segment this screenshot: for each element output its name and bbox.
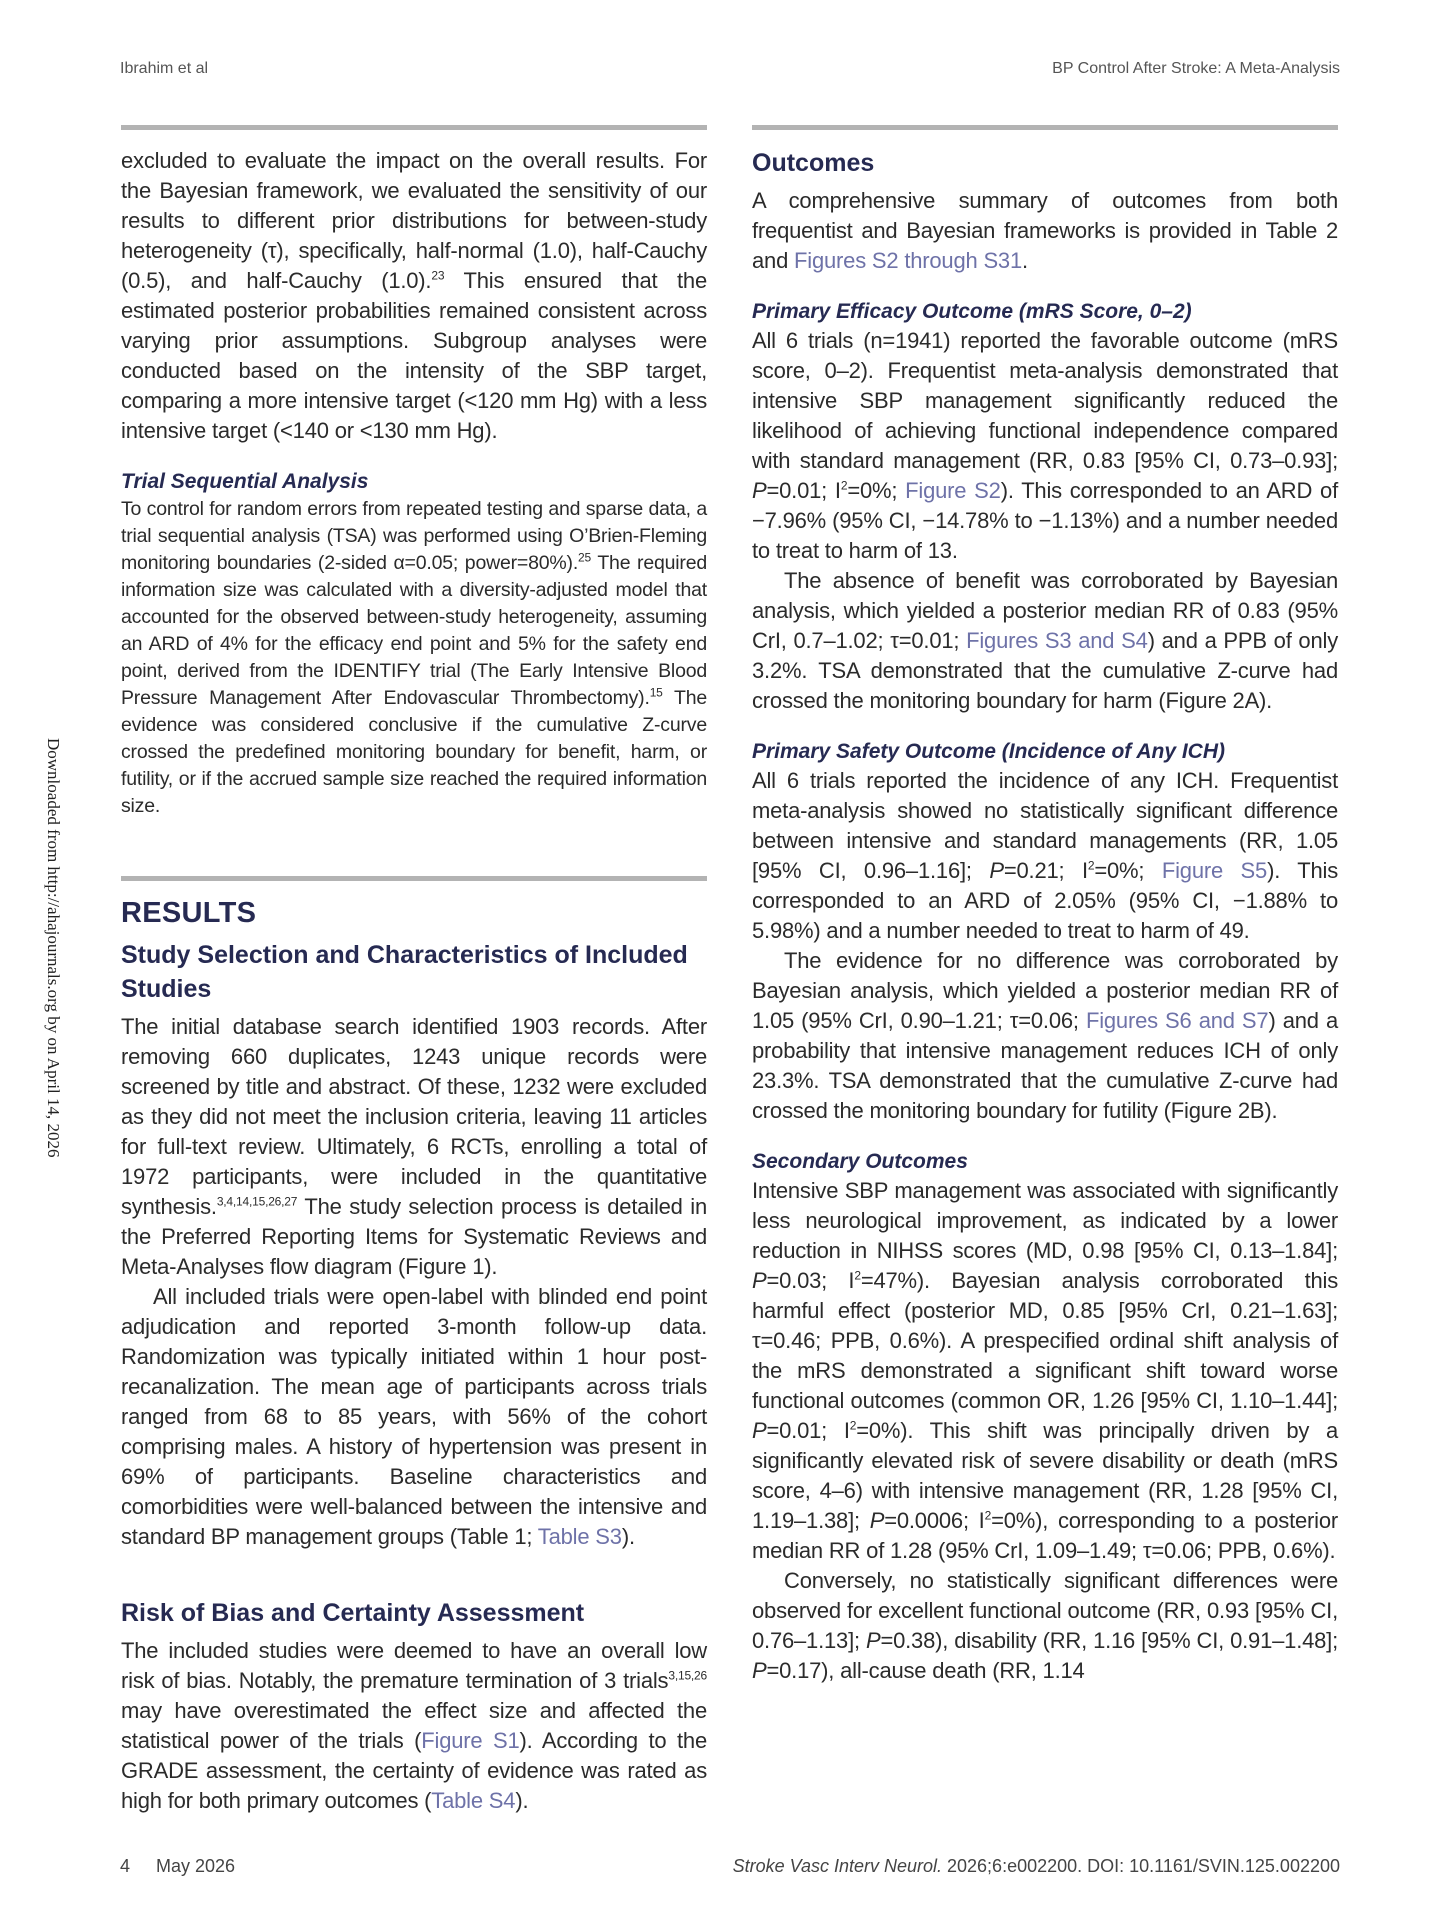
superscript: 2 xyxy=(984,1508,992,1523)
doi-citation: 2026;6:e002200. DOI: 10.1161/SVIN.125.002200 xyxy=(942,1856,1340,1876)
text: =0.17), all-cause death (RR, 1.14 xyxy=(766,1658,1085,1683)
paragraph-secondary-1 xyxy=(752,1176,1338,1566)
paragraph-outcomes xyxy=(752,186,1338,276)
text: =0.21; I xyxy=(1003,858,1088,883)
paragraph-safety-1 xyxy=(752,766,1338,946)
text: All included trials were open-label with blinded end point adjudication and reported 3-month follow-up data. Randomization was typically initiated within 1 hour post-recanalization. The mean age of participants across trials ranged from 68 to 85 years, with 56% of the cohort comprising males. A history of hypertension was present in 69% of participants. Baseline characteristics and comorbidities were well-balanced between the intensive and standard BP management groups (Table 1; xyxy=(121,1284,707,1549)
text: The included studies were deemed to have an overall low risk of bias. Notably, the premature termination of 3 trials xyxy=(121,1638,707,1693)
p-value-symbol: P xyxy=(869,1508,885,1533)
text: =0.0006; I xyxy=(884,1508,985,1533)
page-footer xyxy=(120,1856,1340,1880)
text: =0%; xyxy=(1094,858,1162,883)
link-figure-s5[interactable]: Figure S5 xyxy=(1161,858,1268,883)
text: This ensured that the estimated posterior probabilities remained consistent across varying prior assumptions. Subgroup analyses were conducted based on the intensity of the SBP target, comparing a more intensive target (<120 mm Hg) with a less intensive target (<140 or <130 mm Hg). xyxy=(121,268,707,443)
text: The absence of benefit was corroborated by Bayesian analysis, which yielded a posterior median RR of 0.83 (95% CrI, 0.7–1.02; τ=0.01; xyxy=(752,568,1338,653)
text: =0.01; I xyxy=(766,478,841,503)
heading-outcomes: Outcomes xyxy=(752,149,875,177)
text: =0.01; I xyxy=(766,1418,850,1443)
citation-ref[interactable]: 25 xyxy=(578,550,591,565)
superscript: 2 xyxy=(1087,858,1095,873)
text: =0.38), disability (RR, 1.16 [95% CI, 0.91–1.48]; xyxy=(880,1628,1339,1653)
download-watermark xyxy=(40,738,66,1238)
text: may have overestimated the effect size and affected the statistical power of the trials ( xyxy=(121,1698,707,1753)
text: To control for random errors from repeated testing and sparse data, a trial sequential analysis (TSA) was performed using O’Brien-Fleming monitoring boundaries (2-sided α=0.05; power=80%). xyxy=(121,498,707,574)
heading-risk-of-bias: Risk of Bias and Certainty Assessment xyxy=(121,1599,585,1627)
text: ). This corresponded to an ARD of 2.05% (95% CI, −1.88% to 5.98%) and a number needed to treat to harm of 49. xyxy=(752,858,1338,943)
paragraph-safety-2 xyxy=(752,946,1338,1126)
text: All 6 trials (n=1941) reported the favorable outcome (mRS score, 0–2). Frequentist meta-analysis demonstrated that intensive SBP management significantly reduced the likelihood of achieving functional independence compared with standard management (RR, 0.83 [95% CI, 0.73–0.93]; xyxy=(752,328,1338,473)
superscript: 2 xyxy=(840,478,848,493)
link-figures-s3-s4[interactable]: Figures S3 and S4 xyxy=(966,628,1148,653)
heading-results: RESULTS xyxy=(121,897,257,929)
p-value-symbol: P xyxy=(752,1418,767,1443)
text: ) and a probability that intensive management reduces ICH of only 23.3%. TSA demonstrated that the cumulative Z-curve had crossed the monitoring boundary for futility (Figure 2B). xyxy=(752,1008,1338,1123)
text: The evidence was considered conclusive if the cumulative Z-curve crossed the predefined monitoring boundary for benefit, harm, or futility, or if the accrued sample size reached the required information size. xyxy=(121,687,707,817)
p-value-symbol: P xyxy=(989,858,1004,883)
heading-trial-sequential-analysis: Trial Sequential Analysis xyxy=(121,470,369,493)
text: Conversely, no statistically significant differences were observed for excellent functional outcome (RR, 0.93 [95% CI, 0.76–1.13]; xyxy=(752,1568,1338,1653)
text: =0%), corresponding to a posterior median RR of 1.28 (95% CrI, 1.09–1.49; τ=0.06; PPB, 0.6%). xyxy=(752,1508,1338,1563)
page-number: 4 xyxy=(120,1856,131,1876)
column-rule xyxy=(752,125,1338,130)
heading-study-selection: Study Selection and Characteristics of Included Studies xyxy=(121,941,688,1003)
link-figure-s2[interactable]: Figure S2 xyxy=(905,478,1001,503)
heading-primary-safety: Primary Safety Outcome (Incidence of Any ICH) xyxy=(752,740,1226,763)
running-head xyxy=(120,60,1340,84)
heading-secondary-outcomes: Secondary Outcomes xyxy=(752,1150,968,1173)
text: The required information size was calculated with a diversity-adjusted model that accounted for the observed between-study heterogeneity, assuming an ARD of 4% for the efficacy end point and 5% for the safety end point, derived from the IDENTIFY trial (The Early Intensive Blood Pressure Management After Endovascular Thrombectomy). xyxy=(121,552,707,709)
paragraph-risk-of-bias xyxy=(121,1636,707,1816)
paragraph-study-selection-1 xyxy=(121,1012,707,1282)
running-head-title: BP Control After Stroke: A Meta-Analysis xyxy=(1052,60,1340,77)
running-head-authors: Ibrahim et al xyxy=(120,60,209,77)
text: =0%; xyxy=(847,478,906,503)
section-rule xyxy=(121,876,707,881)
footer-citation xyxy=(733,1856,1340,1877)
text: A comprehensive summary of outcomes from both frequentist and Bayesian frameworks is provided in Table 2 and xyxy=(752,188,1338,273)
p-value-symbol: P xyxy=(865,1628,881,1653)
paragraph-efficacy-1 xyxy=(752,326,1338,566)
p-value-symbol: P xyxy=(752,478,767,503)
citation-ref[interactable]: 3,4,14,15,26,27 xyxy=(216,1194,298,1209)
footer-left xyxy=(120,1856,235,1877)
paragraph-tsa xyxy=(121,496,707,820)
superscript: 2 xyxy=(849,1418,857,1433)
citation-ref[interactable]: 3,15,26 xyxy=(668,1668,707,1683)
column-rule xyxy=(121,125,707,130)
paragraph-study-selection-2 xyxy=(121,1282,707,1552)
citation-ref[interactable]: 23 xyxy=(431,268,445,283)
right-column xyxy=(752,125,1338,1686)
issue-date: May 2026 xyxy=(156,1856,236,1876)
text: =0%). This shift was principally driven by a significantly elevated risk of severe disability or death (mRS score, 4–6) with intensive management (RR, 1.28 [95% CI, 1.19–1.38]; xyxy=(752,1418,1338,1533)
text: The initial database search identified 1903 records. After removing 660 duplicates, 1243 unique records were screened by title and abstract. Of these, 1232 were excluded as they did not meet the inclusion criteria, leaving 11 articles for full-text review. Ultimately, 6 RCTs, enrolling a total of 1972 participants, were included in the quantitative synthesis. xyxy=(121,1014,707,1219)
text: ). xyxy=(515,1788,529,1813)
text: ) and a PPB of only 3.2%. TSA demonstrated that the cumulative Z-curve had crossed the monitoring boundary for harm (Figure 2A). xyxy=(752,628,1338,713)
heading-primary-efficacy: Primary Efficacy Outcome (mRS Score, 0–2) xyxy=(752,300,1192,323)
link-table-s3[interactable]: Table S3 xyxy=(537,1524,622,1549)
left-column xyxy=(121,125,707,1816)
link-figure-s1[interactable]: Figure S1 xyxy=(421,1728,520,1753)
text: . xyxy=(1022,248,1028,273)
paragraph-sensitivity xyxy=(121,146,707,446)
text: The study selection process is detailed in the Preferred Reporting Items for Systematic Reviews and Meta-Analyses flow diagram (Figure 1). xyxy=(121,1194,707,1279)
citation-ref[interactable]: 15 xyxy=(649,685,663,700)
text: ). This corresponded to an ARD of −7.96% (95% CI, −14.78% to −1.13%) and a number needed to treat to harm of 13. xyxy=(752,478,1338,563)
text: ). xyxy=(621,1524,635,1549)
paragraph-efficacy-2 xyxy=(752,566,1338,716)
paragraph-secondary-2 xyxy=(752,1566,1338,1686)
superscript: 2 xyxy=(854,1268,861,1283)
journal-abbrev: Stroke Vasc Interv Neurol. xyxy=(732,1856,943,1876)
text: Intensive SBP management was associated with significantly less neurological improvement, as indicated by a lower reduction in NIHSS scores (MD, 0.98 [95% CI, 0.13–1.84]; xyxy=(752,1178,1338,1263)
p-value-symbol: P xyxy=(752,1268,767,1293)
download-watermark-text: Downloaded from http://ahajournals.org by on April 14, 2026 xyxy=(44,738,63,1158)
text: The evidence for no difference was corroborated by Bayesian analysis, which yielded a posterior median RR of 1.05 (95% CrI, 0.90–1.21; τ=0.06; xyxy=(752,948,1338,1033)
text: =47%). Bayesian analysis corroborated this harmful effect (posterior MD, 0.85 [95% CrI, 0.21–1.63]; τ=0.46; PPB, 0.6%). A prespecified ordinal shift analysis of the mRS demonstrated a significant shift toward worse functional outcomes (common OR, 1.26 [95% CI, 1.10–1.44]; xyxy=(752,1268,1339,1413)
text: =0.03; I xyxy=(766,1268,855,1293)
p-value-symbol: P xyxy=(752,1658,767,1683)
link-table-s4[interactable]: Table S4 xyxy=(431,1788,516,1813)
link-figures-s6-s7[interactable]: Figures S6 and S7 xyxy=(1085,1008,1269,1033)
link-figures-s2-s31[interactable]: Figures S2 through S31 xyxy=(794,248,1022,273)
text: excluded to evaluate the impact on the overall results. For the Bayesian framework, we evaluated the sensitivity of our results to different prior distributions for between-study heterogeneity (τ), specifically, half-normal (1.0), half-Cauchy (0.5), and half-Cauchy (1.0). xyxy=(121,148,707,293)
text: ). According to the GRADE assessment, the certainty of evidence was rated as high for both primary outcomes ( xyxy=(121,1728,707,1813)
text: All 6 trials reported the incidence of any ICH. Frequentist meta-analysis showed no statistically significant difference between intensive and standard managements (RR, 1.05 [95% CI, 0.96–1.16]; xyxy=(752,768,1338,883)
